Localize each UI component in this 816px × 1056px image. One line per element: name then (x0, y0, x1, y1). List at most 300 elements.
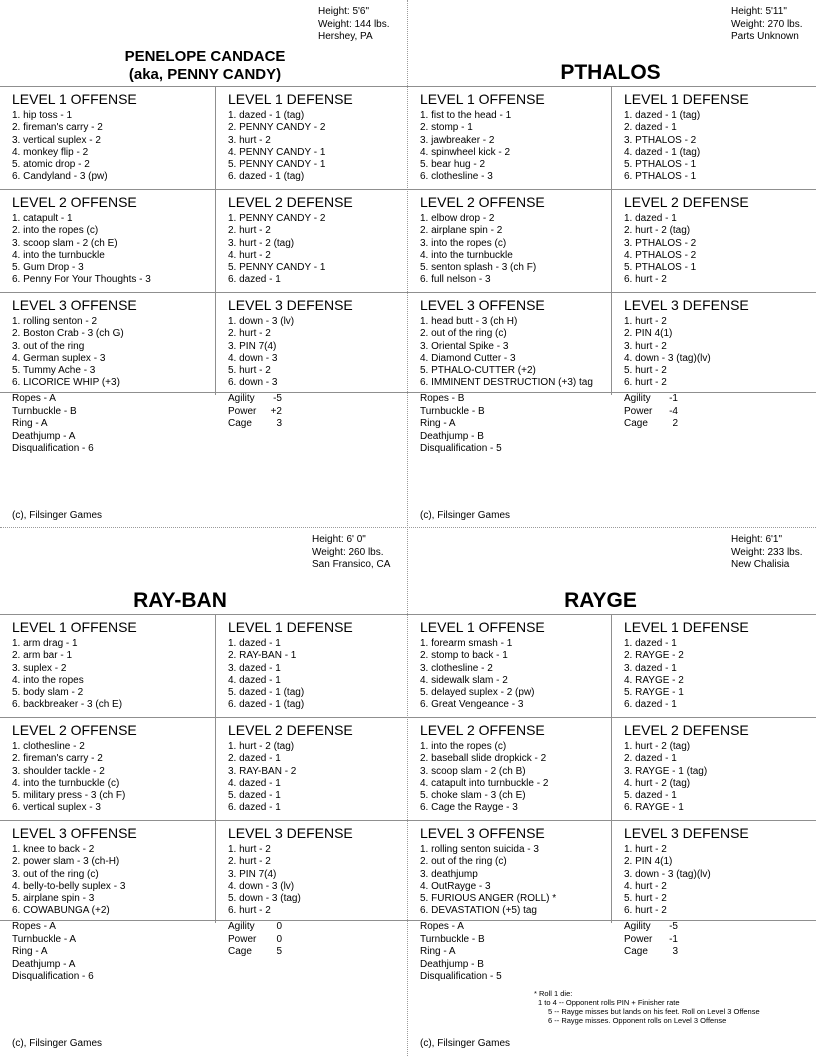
offense-column (408, 718, 612, 820)
defense-result: 5. PENNY CANDY - 1 (228, 159, 326, 171)
defense-result: 5. PENNY CANDY - 1 (228, 262, 326, 274)
offense-move: 3. scoop slam - 2 (ch B) (420, 765, 526, 777)
info-line: Weight: 270 lbs. (731, 18, 803, 30)
defense-heading: LEVEL 1 DEFENSE (624, 619, 749, 635)
offense-move: 4. Diamond Cutter - 3 (420, 352, 516, 364)
defense-heading: LEVEL 2 DEFENSE (228, 194, 353, 210)
offense-move: 3. clothesline - 2 (420, 662, 493, 674)
moves-grid (0, 614, 408, 923)
offense-heading: LEVEL 3 OFFENSE (420, 297, 545, 313)
offense-move: 6. IMMINENT DESTRUCTION (+3) tag (420, 377, 593, 389)
defense-heading: LEVEL 3 DEFENSE (624, 825, 749, 841)
defense-result: 5. down - 3 (tag) (228, 893, 301, 905)
level-row (408, 189, 816, 292)
defense-result: 1. dazed - 1 (624, 213, 677, 224)
defense-column (216, 821, 408, 923)
attribute-value: -1 (669, 933, 678, 945)
level-row (0, 820, 408, 923)
offense-move: 3. Oriental Spike - 3 (420, 340, 509, 352)
offense-column (408, 190, 612, 292)
offense-move: 2. fireman's carry - 2 (12, 122, 103, 134)
offense-move: 2. baseball slide dropkick - 2 (420, 753, 547, 765)
wrestler-card (408, 528, 816, 1056)
level-row (408, 86, 816, 189)
defense-column (216, 293, 408, 395)
defense-result: 3. PTHALOS - 2 (624, 134, 697, 146)
offense-column (0, 821, 216, 923)
offense-move: 5. airplane spin - 3 (12, 893, 95, 905)
attribute-value: 2 (672, 418, 678, 429)
offense-column (408, 87, 612, 189)
ratings-list (420, 393, 502, 456)
attribute-label: Cage (624, 946, 648, 957)
offense-move: 4. monkey flip - 2 (12, 146, 89, 158)
defense-result: 5. hurt - 2 (624, 365, 667, 377)
level-row (408, 614, 816, 717)
offense-heading: LEVEL 3 OFFENSE (12, 825, 137, 841)
defense-result: 2. hurt - 2 (228, 856, 271, 868)
offense-move: 3. out of the ring (12, 340, 85, 352)
rating-line: Deathjump - A (12, 430, 76, 442)
offense-move: 3. scoop slam - 2 (ch E) (12, 237, 118, 249)
defense-result: 6. dazed - 1 (228, 802, 281, 814)
attribute-label: Agility (624, 921, 651, 932)
ratings-section (408, 392, 816, 453)
defense-result: 3. dazed - 1 (624, 662, 677, 674)
defense-result: 4. down - 3 (lv) (228, 880, 295, 892)
defense-result: 4. down - 3 (tag)(lv) (624, 352, 711, 364)
attribute-label: Cage (624, 418, 648, 429)
offense-move: 1. arm drag - 1 (12, 638, 78, 649)
rating-line: Disqualification - 6 (12, 971, 94, 982)
attribute-row (228, 946, 282, 959)
offense-move: 6. Cage the Rayge - 3 (420, 802, 518, 814)
defense-result: 1. hurt - 2 (228, 844, 271, 855)
attribute-row (228, 393, 282, 406)
defense-result: 5. dazed - 1 (624, 790, 677, 802)
ratings-section (408, 920, 816, 981)
offense-column (0, 718, 216, 820)
defense-result: 3. PTHALOS - 2 (624, 237, 697, 249)
offense-move: 1. elbow drop - 2 (420, 213, 495, 224)
ratings-section (0, 920, 408, 981)
defense-result: 2. dazed - 1 (624, 122, 677, 134)
wrestler-info (312, 534, 390, 572)
defense-heading: LEVEL 2 DEFENSE (228, 722, 353, 738)
moves-grid (0, 86, 408, 395)
attribute-row (624, 393, 678, 406)
defense-result: 3. PIN 7(4) (228, 340, 277, 352)
copyright-notice: (c), Filsinger Games (12, 1038, 103, 1049)
footnote-line: * Roll 1 die: (534, 989, 573, 998)
offense-move: 1. clothesline - 2 (12, 741, 85, 752)
offense-column (0, 190, 216, 292)
defense-result: 4. dazed - 1 (tag) (624, 146, 701, 158)
attribute-row (228, 406, 282, 419)
wrestler-info (731, 6, 803, 44)
defense-result: 5. hurt - 2 (624, 893, 667, 905)
footnote-line: 1 to 4 -- Opponent rolls PIN + Finisher rate (538, 998, 680, 1007)
rating-line: Deathjump - B (420, 430, 484, 442)
attribute-value: 0 (276, 933, 282, 945)
offense-move: 2. power slam - 3 (ch-H) (12, 856, 120, 868)
attribute-row (228, 921, 282, 934)
defense-result: 2. hurt - 2 (tag) (624, 225, 691, 237)
info-line: Height: 5'11" (731, 6, 787, 17)
offense-move: 5. bear hug - 2 (420, 159, 486, 171)
offense-move: 3. suplex - 2 (12, 662, 67, 674)
rating-line: Ropes - A (12, 393, 56, 404)
defense-result: 6. hurt - 2 (624, 274, 667, 286)
defense-result: 2. dazed - 1 (228, 753, 281, 765)
attribute-row (624, 934, 678, 947)
rating-line: Ring - A (420, 418, 456, 429)
defense-result: 1. hurt - 2 (tag) (624, 741, 691, 752)
offense-move: 4. into the turnbuckle (12, 249, 105, 261)
attribute-value: -5 (669, 921, 678, 932)
offense-column (0, 293, 216, 395)
offense-move: 5. body slam - 2 (12, 687, 84, 699)
defense-result: 3. dazed - 1 (228, 662, 281, 674)
wrestler-card (0, 528, 408, 1056)
offense-move: 2. airplane spin - 2 (420, 225, 503, 237)
offense-move: 6. COWABUNGA (+2) (12, 905, 110, 917)
rating-line: Ring - A (420, 946, 456, 957)
info-line: Weight: 144 lbs. (318, 18, 390, 30)
defense-result: 1. dazed - 1 (tag) (624, 110, 701, 121)
offense-move: 2. out of the ring (c) (420, 328, 507, 340)
defense-result: 3. down - 3 (tag)(lv) (624, 868, 711, 880)
defense-result: 1. dazed - 1 (624, 638, 677, 649)
rating-line: Ropes - B (420, 393, 465, 404)
rating-line: Turnbuckle - B (12, 405, 77, 417)
defense-result: 1. PENNY CANDY - 2 (228, 213, 326, 224)
defense-result: 6. hurt - 2 (624, 905, 667, 917)
attribute-label: Cage (228, 946, 252, 957)
level-row (0, 292, 408, 395)
attribute-value: 0 (276, 921, 282, 932)
defense-result: 5. PTHALOS - 1 (624, 262, 697, 274)
offense-move: 6. DEVASTATION (+5) tag (420, 905, 537, 917)
defense-result: 3. hurt - 2 (624, 340, 667, 352)
offense-move: 4. belly-to-belly suplex - 3 (12, 880, 126, 892)
copyright-notice: (c), Filsinger Games (12, 510, 103, 521)
offense-move: 4. into the turnbuckle (c) (12, 777, 120, 789)
rating-line: Ropes - A (12, 921, 56, 932)
rating-line: Turnbuckle - B (420, 405, 485, 417)
rating-line: Turnbuckle - A (12, 933, 77, 945)
level-row (408, 292, 816, 395)
defense-column (612, 821, 816, 923)
defense-result: 4. PTHALOS - 2 (624, 249, 697, 261)
ratings-list (12, 921, 94, 984)
offense-move: 5. Gum Drop - 3 (12, 262, 84, 274)
defense-result: 1. dazed - 1 (tag) (228, 110, 305, 121)
defense-result: 1. down - 3 (lv) (228, 316, 295, 327)
copyright-notice: (c), Filsinger Games (420, 1038, 511, 1049)
defense-result: 2. PIN 4(1) (624, 856, 673, 868)
defense-result: 5. RAYGE - 1 (624, 687, 684, 699)
offense-column (408, 293, 612, 395)
offense-move: 6. Penny For Your Thoughts - 3 (12, 274, 151, 286)
offense-move: 4. OutRayge - 3 (420, 880, 491, 892)
info-line: Height: 6'1" (731, 534, 783, 545)
level-row (0, 189, 408, 292)
defense-result: 5. dazed - 1 (tag) (228, 687, 305, 699)
level-row (408, 717, 816, 820)
offense-move: 5. PTHALO-CUTTER (+2) (420, 365, 536, 377)
offense-column (0, 87, 216, 189)
info-line: Weight: 260 lbs. (312, 546, 384, 558)
attributes-list (228, 921, 282, 959)
defense-result: 6. hurt - 2 (228, 905, 271, 917)
attribute-value: -5 (273, 393, 282, 404)
offense-move: 6. full nelson - 3 (420, 274, 491, 286)
defense-heading: LEVEL 3 DEFENSE (228, 297, 353, 313)
rating-line: Ring - A (12, 418, 48, 429)
offense-column (0, 615, 216, 717)
defense-result: 6. dazed - 1 (624, 699, 677, 711)
offense-heading: LEVEL 2 OFFENSE (12, 722, 137, 738)
offense-move: 2. out of the ring (c) (420, 856, 507, 868)
ratings-section (0, 392, 408, 453)
defense-result: 4. hurt - 2 (624, 880, 667, 892)
defense-result: 1. hurt - 2 (tag) (228, 741, 295, 752)
offense-move: 1. rolling senton - 2 (12, 316, 98, 327)
defense-result: 1. hurt - 2 (624, 844, 667, 855)
offense-move: 6. vertical suplex - 3 (12, 802, 101, 814)
attribute-row (624, 946, 678, 959)
defense-column (612, 87, 816, 189)
defense-column (612, 718, 816, 820)
roll-footnote (534, 989, 760, 1025)
level-row (408, 820, 816, 923)
defense-result: 6. dazed - 1 (228, 274, 281, 286)
wrestler-name-line: PTHALOS (560, 61, 661, 84)
attribute-row (624, 418, 678, 431)
attribute-row (228, 418, 282, 431)
level-row (0, 717, 408, 820)
wrestler-name-line: (aka, PENNY CANDY) (128, 66, 282, 83)
rating-line: Ropes - A (420, 921, 464, 932)
defense-result: 2. PIN 4(1) (624, 328, 673, 340)
defense-result: 2. PENNY CANDY - 2 (228, 122, 326, 134)
ratings-list (12, 393, 94, 456)
defense-result: 4. down - 3 (228, 352, 278, 364)
offense-move: 1. forearm smash - 1 (420, 638, 513, 649)
defense-result: 6. dazed - 1 (tag) (228, 699, 305, 711)
defense-result: 2. dazed - 1 (624, 753, 677, 765)
defense-heading: LEVEL 3 DEFENSE (228, 825, 353, 841)
offense-heading: LEVEL 3 OFFENSE (420, 825, 545, 841)
offense-move: 5. delayed suplex - 2 (pw) (420, 687, 535, 699)
defense-result: 4. PENNY CANDY - 1 (228, 146, 326, 158)
attribute-label: Agility (228, 393, 255, 404)
attribute-value: 5 (276, 946, 282, 957)
defense-heading: LEVEL 1 DEFENSE (228, 91, 353, 107)
defense-result: 1. dazed - 1 (228, 638, 281, 649)
defense-result: 6. hurt - 2 (624, 377, 667, 389)
defense-result: 5. dazed - 1 (228, 790, 281, 802)
offense-move: 2. stomp to back - 1 (420, 650, 508, 662)
defense-heading: LEVEL 1 DEFENSE (228, 619, 353, 635)
defense-result: 6. RAYGE - 1 (624, 802, 684, 814)
moves-grid (408, 614, 816, 923)
defense-column (216, 87, 408, 189)
offense-move: 6. Candyland - 3 (pw) (12, 171, 108, 183)
wrestler-name-line: RAYGE (564, 589, 637, 612)
wrestler-name (498, 61, 723, 85)
info-line: New Chalisia (731, 559, 790, 570)
offense-move: 3. deathjump (420, 868, 478, 880)
copyright-notice: (c), Filsinger Games (420, 510, 511, 521)
offense-move: 1. knee to back - 2 (12, 844, 95, 855)
offense-heading: LEVEL 3 OFFENSE (12, 297, 137, 313)
attribute-value: 3 (276, 418, 282, 429)
offense-move: 3. jawbreaker - 2 (420, 134, 495, 146)
footnote-line: 5 -- Rayge misses but lands on his feet. Roll on Level 3 Offense (548, 1007, 760, 1016)
info-line: Weight: 233 lbs. (731, 546, 803, 558)
moves-grid (408, 86, 816, 395)
defense-result: 3. RAY-BAN - 2 (228, 765, 297, 777)
offense-move: 3. vertical suplex - 2 (12, 134, 101, 146)
offense-move: 1. rolling senton suicida - 3 (420, 844, 539, 855)
wrestler-name-line: RAY-BAN (133, 589, 227, 612)
attribute-value: -1 (669, 393, 678, 404)
offense-heading: LEVEL 2 OFFENSE (12, 194, 137, 210)
offense-move: 2. arm bar - 1 (12, 650, 73, 662)
info-line: Parts Unknown (731, 31, 799, 42)
offense-move: 4. sidewalk slam - 2 (420, 674, 508, 686)
info-line: San Fransico, CA (312, 559, 391, 570)
offense-heading: LEVEL 2 OFFENSE (420, 194, 545, 210)
defense-result: 5. PTHALOS - 1 (624, 159, 697, 171)
defense-result: 3. hurt - 2 (tag) (228, 237, 295, 249)
attribute-label: Agility (624, 393, 651, 404)
offense-move: 1. hip toss - 1 (12, 110, 73, 121)
rating-line: Turnbuckle - B (420, 933, 485, 945)
wrestler-info (731, 534, 803, 572)
attribute-row (624, 921, 678, 934)
defense-column (612, 190, 816, 292)
offense-move: 6. LICORICE WHIP (+3) (12, 377, 120, 389)
attribute-label: Power (624, 405, 653, 417)
offense-move: 2. into the ropes (c) (12, 225, 99, 237)
offense-move: 5. atomic drop - 2 (12, 159, 90, 171)
offense-column (408, 821, 612, 923)
offense-move: 2. fireman's carry - 2 (12, 753, 103, 765)
offense-move: 4. catapult into turnbuckle - 2 (420, 777, 549, 789)
offense-heading: LEVEL 1 OFFENSE (420, 91, 545, 107)
info-line: Height: 5'6" (318, 6, 370, 17)
offense-heading: LEVEL 1 OFFENSE (420, 619, 545, 635)
offense-move: 1. into the ropes (c) (420, 741, 507, 752)
offense-move: 3. shoulder tackle - 2 (12, 765, 105, 777)
offense-column (408, 615, 612, 717)
defense-column (612, 615, 816, 717)
offense-move: 6. backbreaker - 3 (ch E) (12, 699, 123, 711)
defense-result: 2. RAY-BAN - 1 (228, 650, 297, 662)
wrestler-card (0, 0, 408, 528)
attribute-label: Cage (228, 418, 252, 429)
defense-heading: LEVEL 1 DEFENSE (624, 91, 749, 107)
offense-move: 3. out of the ring (c) (12, 868, 99, 880)
defense-result: 4. dazed - 1 (228, 777, 281, 789)
offense-heading: LEVEL 2 OFFENSE (420, 722, 545, 738)
defense-result: 5. hurt - 2 (228, 365, 271, 377)
defense-result: 3. RAYGE - 1 (tag) (624, 765, 708, 777)
offense-move: 5. Tummy Ache - 3 (12, 365, 96, 377)
defense-result: 3. PIN 7(4) (228, 868, 277, 880)
offense-move: 1. head butt - 3 (ch H) (420, 316, 518, 327)
wrestler-name (60, 589, 300, 613)
defense-result: 2. hurt - 2 (228, 328, 271, 340)
attribute-label: Power (228, 405, 257, 417)
defense-result: 1. hurt - 2 (624, 316, 667, 327)
info-line: Hershey, PA (318, 31, 373, 42)
offense-move: 3. into the ropes (c) (420, 237, 507, 249)
defense-result: 4. RAYGE - 2 (624, 674, 684, 686)
wrestler-name (80, 48, 330, 84)
defense-result: 3. hurt - 2 (228, 134, 271, 146)
attribute-value: 3 (672, 946, 678, 957)
defense-result: 4. dazed - 1 (228, 674, 281, 686)
offense-move: 5. choke slam - 3 (ch E) (420, 790, 526, 802)
rating-line: Disqualification - 5 (420, 971, 502, 982)
rating-line: Deathjump - B (420, 958, 484, 970)
offense-move: 1. fist to the head - 1 (420, 110, 512, 121)
offense-move: 4. German suplex - 3 (12, 352, 106, 364)
offense-move: 1. catapult - 1 (12, 213, 73, 224)
defense-column (216, 190, 408, 292)
defense-result: 2. hurt - 2 (228, 225, 271, 237)
offense-move: 6. clothesline - 3 (420, 171, 493, 183)
offense-move: 5. military press - 3 (ch F) (12, 790, 126, 802)
attributes-list (228, 393, 282, 431)
wrestler-card (408, 0, 816, 528)
attribute-value: +2 (270, 405, 282, 417)
defense-result: 4. hurt - 2 (228, 249, 271, 261)
offense-heading: LEVEL 1 OFFENSE (12, 619, 137, 635)
wrestler-info (318, 6, 390, 44)
attribute-label: Power (624, 933, 653, 945)
level-row (0, 614, 408, 717)
rating-line: Disqualification - 5 (420, 443, 502, 454)
offense-move: 4. into the ropes (12, 674, 84, 686)
attribute-row (228, 934, 282, 947)
offense-move: 4. into the turnbuckle (420, 249, 513, 261)
attribute-label: Agility (228, 921, 255, 932)
info-line: Height: 6' 0" (312, 534, 366, 545)
wrestler-name-line: PENELOPE CANDACE (124, 48, 286, 65)
defense-result: 2. RAYGE - 2 (624, 650, 684, 662)
attribute-label: Power (228, 933, 257, 945)
defense-heading: LEVEL 2 DEFENSE (624, 722, 749, 738)
offense-move: 2. stomp - 1 (420, 122, 473, 134)
defense-result: 4. hurt - 2 (tag) (624, 777, 691, 789)
attributes-list (624, 921, 678, 959)
attribute-value: -4 (669, 405, 678, 417)
defense-column (612, 293, 816, 395)
defense-column (216, 615, 408, 717)
rating-line: Disqualification - 6 (12, 443, 94, 454)
rating-line: Ring - A (12, 946, 48, 957)
defense-heading: LEVEL 3 DEFENSE (624, 297, 749, 313)
defense-result: 6. dazed - 1 (tag) (228, 171, 305, 183)
offense-move: 5. FURIOUS ANGER (ROLL) * (420, 893, 557, 905)
offense-move: 4. spinwheel kick - 2 (420, 146, 511, 158)
footnote-line: 6 -- Rayge misses. Opponent rolls on Level 3 Offense (548, 1016, 727, 1025)
